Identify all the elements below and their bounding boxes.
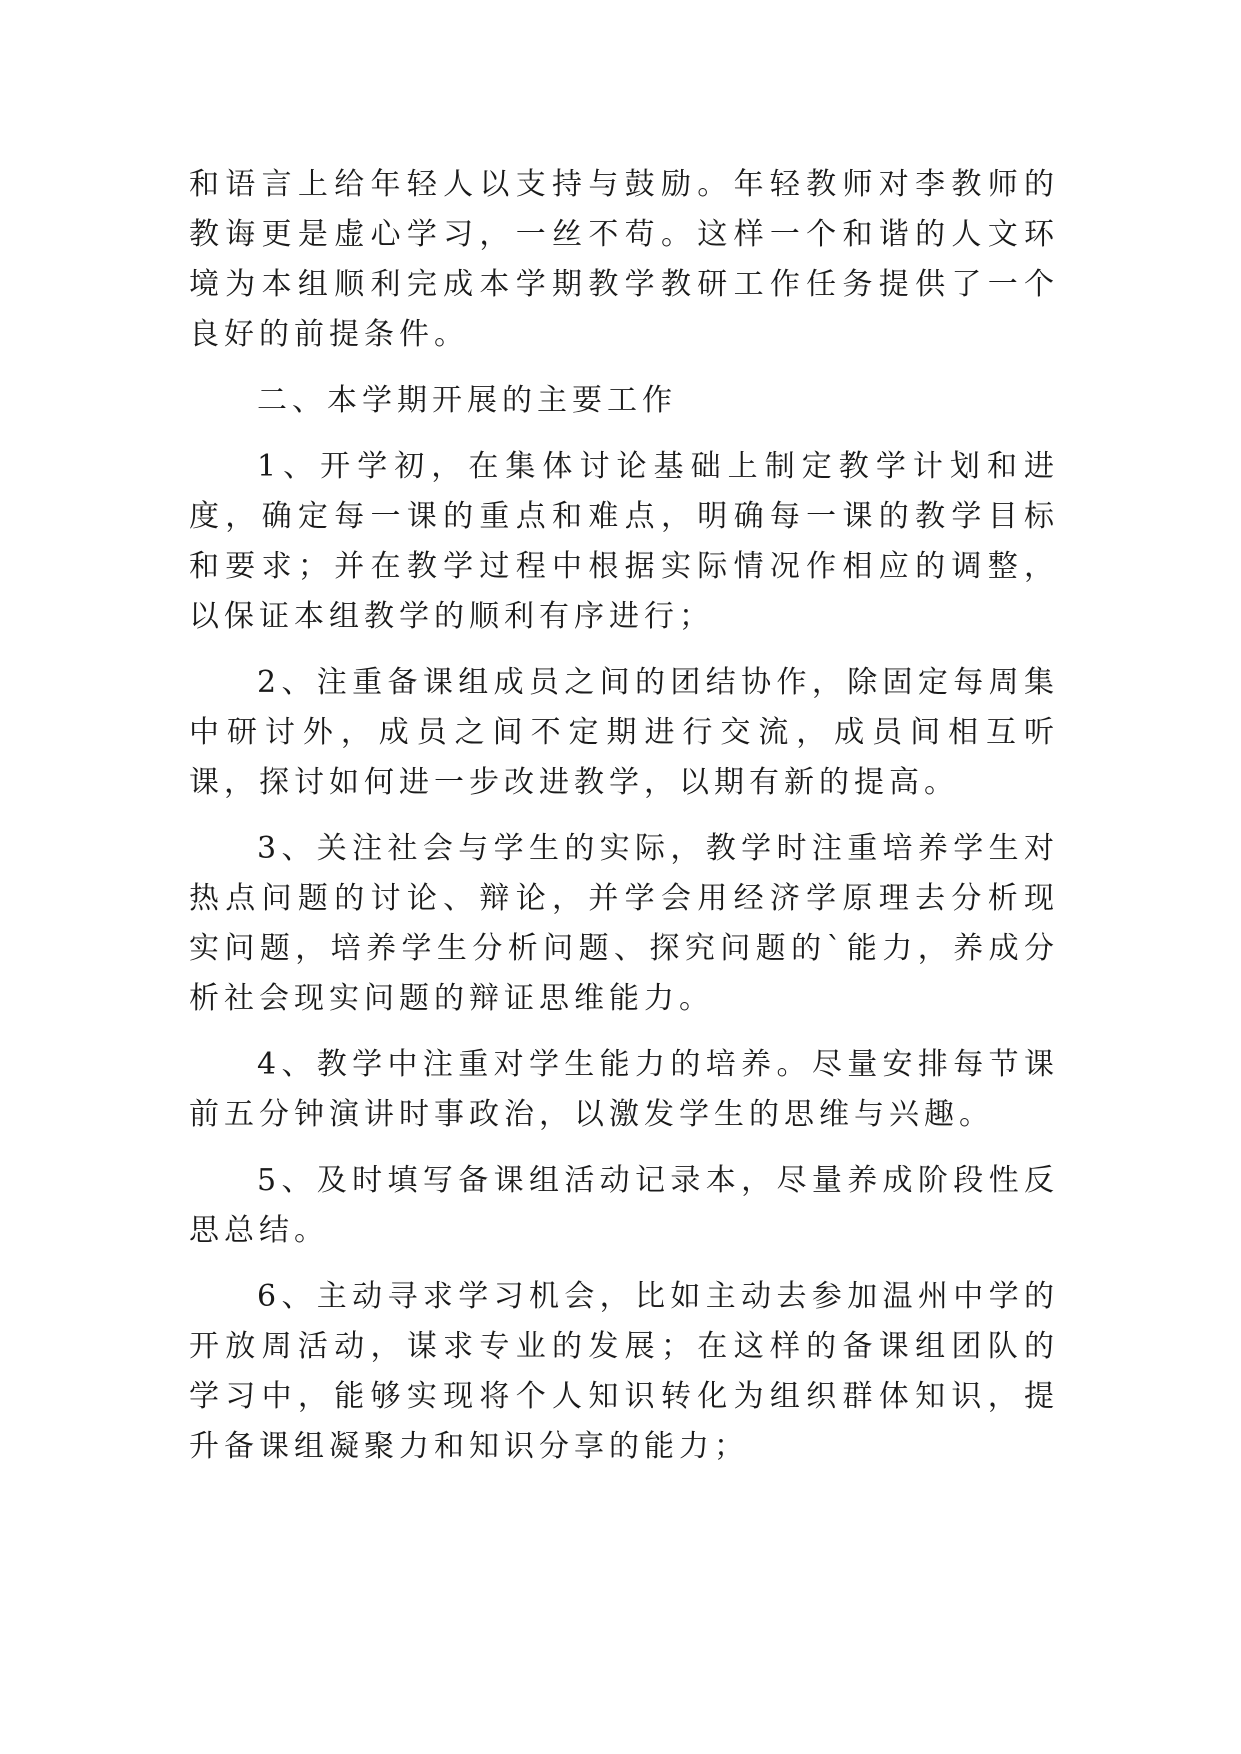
list-item-4: 4、教学中注重对学生能力的培养。尽量安排每节课前五分钟演讲时事政治，以激发学生的思维与兴趣。 <box>189 1047 1059 1132</box>
document-body <box>189 160 1059 1472</box>
list-item-5: 5、及时填写备课组活动记录本，尽量养成阶段性反思总结。 <box>189 1163 1059 1248</box>
list-item-1: 1、开学初，在集体讨论基础上制定教学计划和进度，确定每一课的重点和难点，明确每一课的教学目标和要求；并在教学过程中根据实际情况作相应的调整，以保证本组教学的顺利有序进行； <box>189 449 1059 634</box>
paragraph-intro-continuation: 和语言上给年轻人以支持与鼓励。年轻教师对李教师的教诲更是虚心学习，一丝不苟。这样一个和谐的人文环境为本组顺利完成本学期教学教研工作任务提供了一个良好的前提条件。 <box>189 167 1059 352</box>
list-item-6: 6、主动寻求学习机会，比如主动去参加温州中学的开放周活动，谋求专业的发展；在这样的备课组团队的学习中，能够实现将个人知识转化为组织群体知识，提升备课组凝聚力和知识分享的能力； <box>189 1279 1059 1464</box>
list-item-3: 3、关注社会与学生的实际，教学时注重培养学生对热点问题的讨论、辩论，并学会用经济学原理去分析现实问题，培养学生分析问题、探究问题的`能力，养成分析社会现实问题的辩证思维能力。 <box>189 831 1059 1016</box>
list-item-2: 2、注重备课组成员之间的团结协作，除固定每周集中研讨外，成员之间不定期进行交流，成员间相互听课，探讨如何进一步改进教学，以期有新的提高。 <box>189 665 1059 800</box>
section-heading: 二、本学期开展的主要工作 <box>257 383 677 418</box>
